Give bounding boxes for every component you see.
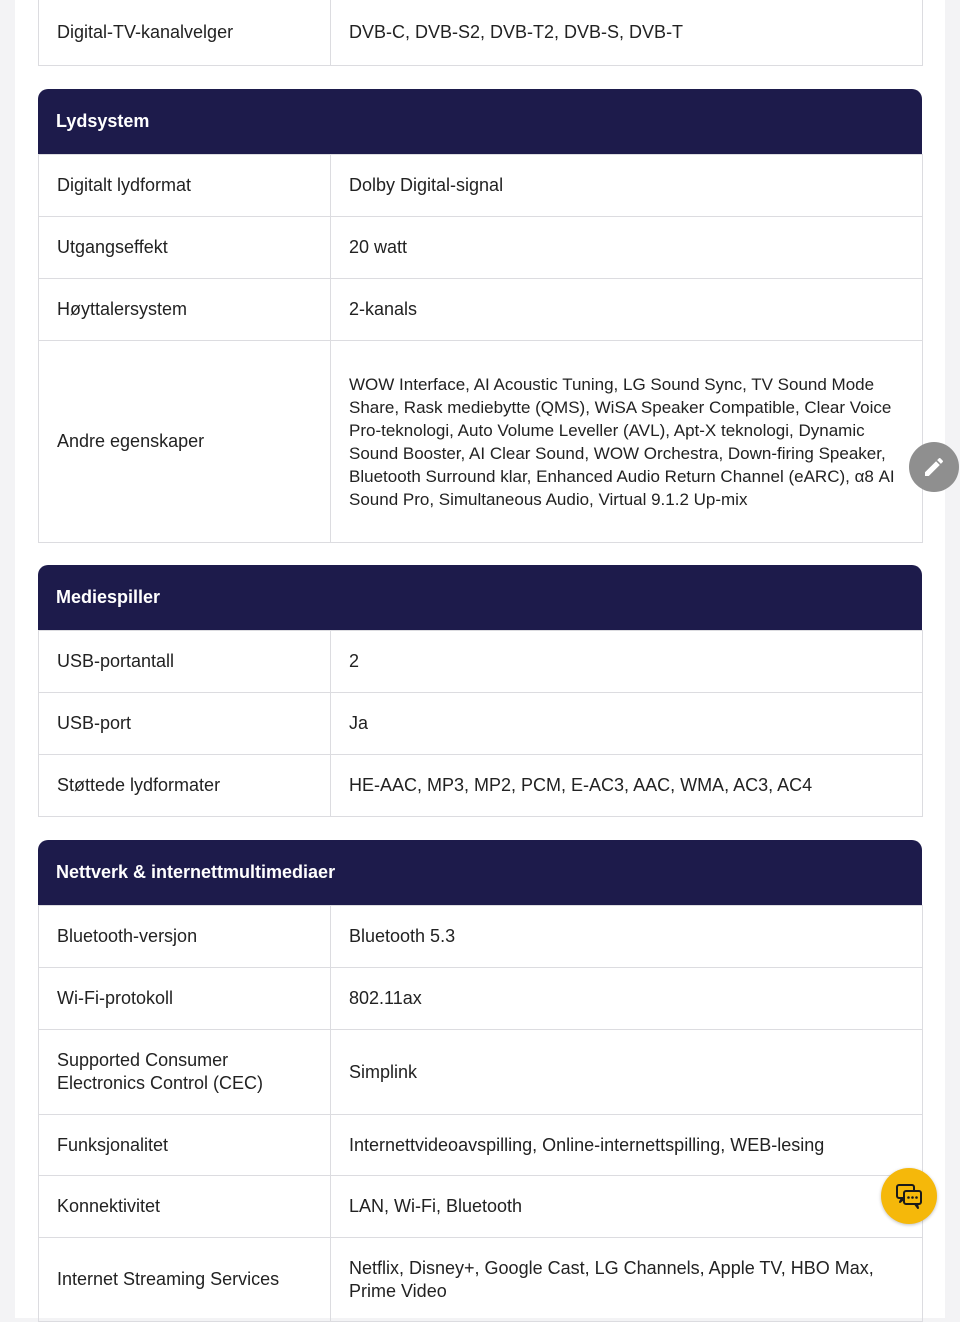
table-row (39, 1115, 923, 1176)
spec-table (38, 154, 923, 543)
spec-value: Simplink (331, 1030, 923, 1115)
spec-value: 2 (331, 631, 923, 693)
table-row (39, 968, 923, 1030)
spec-label: Andre egenskaper (39, 341, 331, 543)
spec-label: Konnektivitet (39, 1176, 331, 1238)
spec-label: Wi-Fi-protokoll (39, 968, 331, 1030)
chat-button[interactable] (881, 1168, 937, 1224)
spec-value: 20 watt (331, 217, 923, 279)
spec-label: Supported Consumer Electronics Control (CEC) (39, 1030, 331, 1115)
spec-label: Utgangseffekt (39, 217, 331, 279)
section-nettverk (38, 840, 922, 1322)
spec-value: Netflix, Disney+, Google Cast, LG Channels, Apple TV, HBO Max, Prime Video (331, 1238, 923, 1322)
section-lydsystem (38, 89, 922, 543)
spec-label: USB-portantall (39, 631, 331, 693)
table-row (39, 906, 923, 968)
spec-table-tv-tuner (38, 0, 922, 66)
spec-value: 802.11ax (331, 968, 923, 1030)
spec-value: Dolby Digital-signal (331, 155, 923, 217)
table-row (39, 217, 923, 279)
spec-table (38, 905, 923, 1322)
spec-table (38, 0, 923, 66)
spec-label: Internet Streaming Services (39, 1238, 331, 1322)
table-row (39, 1176, 923, 1238)
spec-label: Høyttalersystem (39, 279, 331, 341)
spec-value: DVB-C, DVB-S2, DVB-T2, DVB-S, DVB-T (331, 0, 923, 66)
spec-label: Funksjonalitet (39, 1115, 331, 1176)
section-header: Nettverk & internettmultimediaer (38, 840, 922, 905)
table-row (39, 155, 923, 217)
table-row (39, 1238, 923, 1322)
spec-label: Støttede lydformater (39, 755, 331, 817)
pencil-icon (922, 455, 946, 479)
spec-value: LAN, Wi-Fi, Bluetooth (331, 1176, 923, 1238)
spec-value: 2-kanals (331, 279, 923, 341)
chat-bubbles-icon (894, 1181, 924, 1211)
spec-value: WOW Interface, AI Acoustic Tuning, LG Sound Sync, TV Sound Mode Share, Rask mediebytte (QMS), WiSA Speaker Compatible, Clear Voice Pro-teknologi, Auto Volume Leveller (AVL), Apt-X teknologi, Dynamic Sound Booster, AI Clear Sound, WOW Orchestra, Down-firing Speaker, Bluetooth Surround klar, Enhanced Audio Return Channel (eARC), α8 AI Sound Pro, Simultaneous Audio, Virtual 9.1.2 Up-mix (331, 341, 923, 543)
section-mediespiller (38, 565, 922, 817)
spec-value: Bluetooth 5.3 (331, 906, 923, 968)
spec-label: USB-port (39, 693, 331, 755)
table-row (39, 631, 923, 693)
spec-page (15, 0, 945, 1318)
spec-value: Internettvideoavspilling, Online-internettspilling, WEB-lesing (331, 1115, 923, 1176)
table-row (39, 341, 923, 543)
spec-label: Bluetooth-versjon (39, 906, 331, 968)
spec-value: HE-AAC, MP3, MP2, PCM, E-AC3, AAC, WMA, AC3, AC4 (331, 755, 923, 817)
section-header: Mediespiller (38, 565, 922, 630)
edit-button[interactable] (909, 442, 959, 492)
spec-label: Digitalt lydformat (39, 155, 331, 217)
table-row (39, 1030, 923, 1115)
spec-table (38, 630, 923, 817)
table-row (39, 279, 923, 341)
table-row (39, 755, 923, 817)
section-header: Lydsystem (38, 89, 922, 154)
table-row (39, 0, 923, 66)
table-row (39, 693, 923, 755)
spec-label: Digital-TV-kanalvelger (39, 0, 331, 66)
spec-value: Ja (331, 693, 923, 755)
